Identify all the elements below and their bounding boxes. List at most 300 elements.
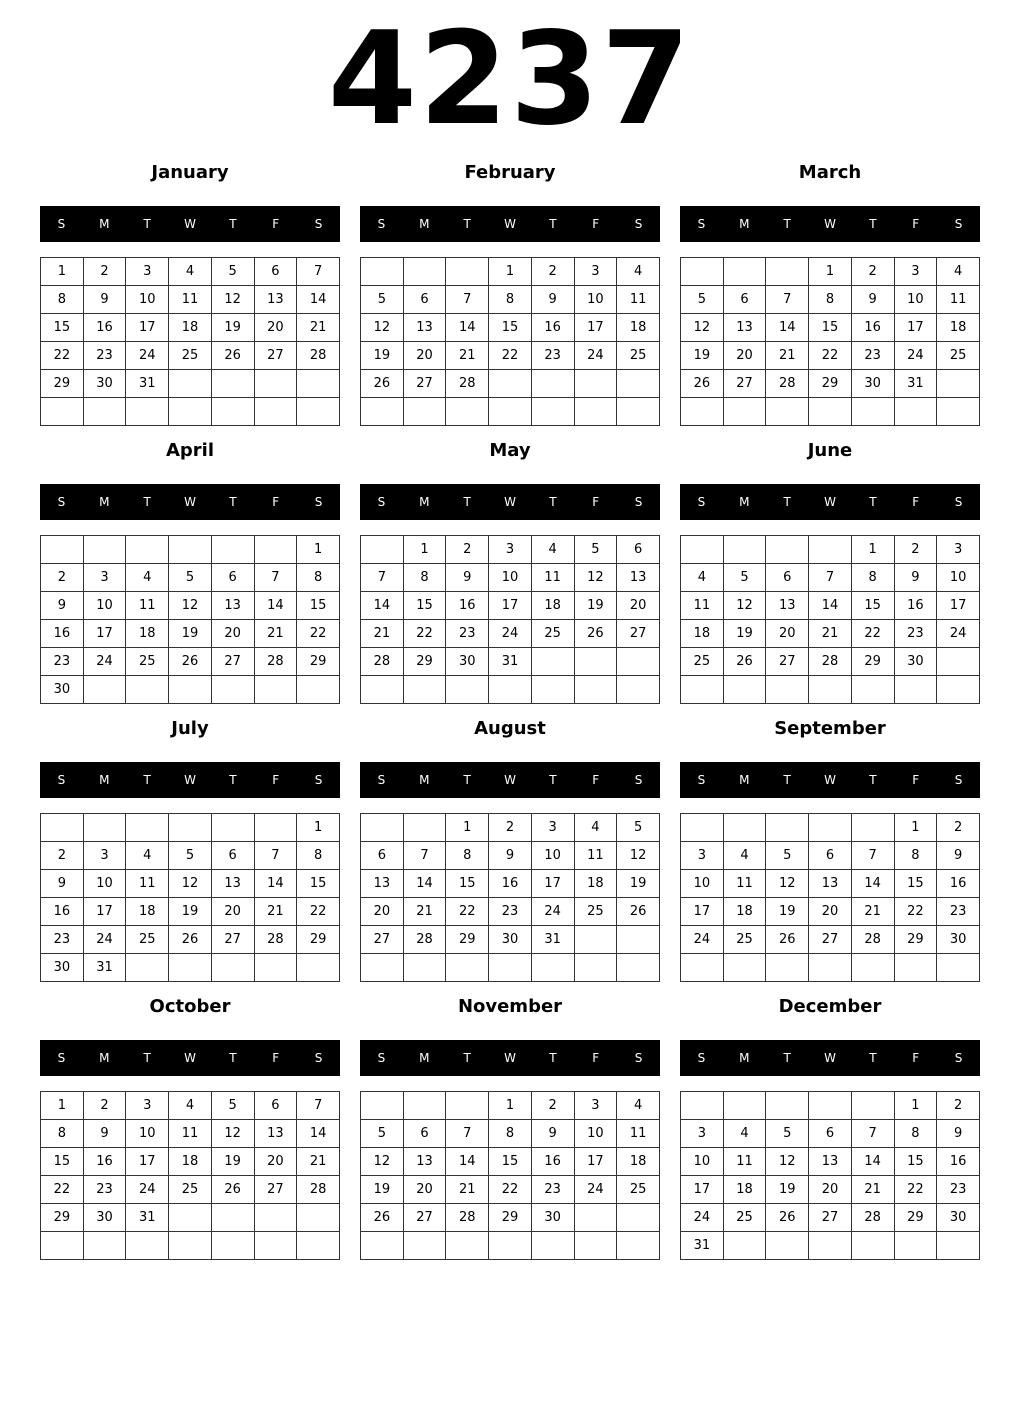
weekday-label: M (419, 773, 430, 787)
weekday-label: T (229, 495, 237, 509)
weekday-header (360, 762, 660, 798)
day-cell: 1 (446, 814, 489, 842)
week-row (361, 370, 660, 398)
weekday-label: F (272, 773, 280, 787)
week-row (361, 676, 660, 704)
weekday-label: M (739, 773, 750, 787)
day-cell: 18 (531, 592, 574, 620)
day-cell: 27 (254, 1176, 297, 1204)
week-row (361, 564, 660, 592)
day-cell: 21 (297, 1148, 340, 1176)
day-cell: 20 (723, 342, 766, 370)
empty-day-cell (254, 1232, 297, 1260)
day-cell: 25 (617, 342, 660, 370)
weekday-header (40, 1040, 340, 1076)
day-cell: 26 (681, 370, 724, 398)
day-cell: 14 (254, 870, 297, 898)
day-cell: 21 (766, 342, 809, 370)
day-cell: 27 (766, 648, 809, 676)
empty-day-cell (531, 676, 574, 704)
day-cell: 10 (126, 286, 169, 314)
weekday-header (360, 206, 660, 242)
empty-day-cell (617, 1204, 660, 1232)
day-cell: 12 (169, 592, 212, 620)
week-row (41, 398, 340, 426)
empty-day-cell (937, 676, 980, 704)
day-cell: 5 (169, 842, 212, 870)
weekday-label: T (143, 773, 151, 787)
empty-day-cell (681, 536, 724, 564)
empty-day-cell (574, 926, 617, 954)
weekday-label: W (184, 1051, 196, 1065)
empty-day-cell (297, 954, 340, 982)
weekday-label: S (954, 495, 963, 509)
day-cell: 2 (41, 842, 84, 870)
day-cell: 29 (851, 648, 894, 676)
day-cell: 6 (809, 842, 852, 870)
day-cell: 9 (83, 286, 126, 314)
empty-day-cell (531, 1232, 574, 1260)
week-row (681, 564, 980, 592)
day-cell: 24 (531, 898, 574, 926)
month-name: July (171, 718, 209, 739)
day-cell: 29 (894, 926, 937, 954)
weekday-label: T (549, 495, 557, 509)
day-cell: 31 (126, 370, 169, 398)
weekday-label: S (57, 773, 66, 787)
day-cell: 24 (937, 620, 980, 648)
day-cell: 13 (254, 1120, 297, 1148)
empty-day-cell (766, 954, 809, 982)
day-cell: 15 (403, 592, 446, 620)
weekday-label: T (549, 1051, 557, 1065)
month-name: October (149, 996, 231, 1017)
day-cell: 9 (531, 286, 574, 314)
day-cell: 22 (894, 1176, 937, 1204)
week-row (41, 564, 340, 592)
day-cell: 12 (766, 1148, 809, 1176)
day-cell: 2 (851, 258, 894, 286)
day-cell: 20 (403, 1176, 446, 1204)
empty-day-cell (41, 398, 84, 426)
day-cell: 15 (489, 1148, 532, 1176)
empty-day-cell (851, 814, 894, 842)
day-cell: 23 (851, 342, 894, 370)
day-cell: 2 (489, 814, 532, 842)
weekday-label: T (143, 1051, 151, 1065)
weekday-label: T (549, 773, 557, 787)
day-cell: 26 (617, 898, 660, 926)
weekday-label: T (783, 1051, 791, 1065)
weekday-label: T (229, 773, 237, 787)
weekday-header (40, 206, 340, 242)
day-cell: 25 (126, 648, 169, 676)
week-row (41, 1204, 340, 1232)
week-row (681, 620, 980, 648)
day-cell: 21 (254, 620, 297, 648)
month-name: May (489, 440, 531, 461)
weekday-label: S (377, 773, 386, 787)
day-cell: 30 (41, 954, 84, 982)
day-cell: 7 (446, 1120, 489, 1148)
day-cell: 20 (809, 1176, 852, 1204)
day-cell: 12 (169, 870, 212, 898)
day-cell: 17 (574, 314, 617, 342)
day-cell: 8 (809, 286, 852, 314)
empty-day-cell (723, 1092, 766, 1120)
empty-day-cell (297, 398, 340, 426)
day-cell: 8 (297, 842, 340, 870)
weekday-label: S (634, 1051, 643, 1065)
empty-day-cell (361, 398, 404, 426)
empty-day-cell (617, 370, 660, 398)
day-cell: 14 (809, 592, 852, 620)
empty-day-cell (489, 954, 532, 982)
empty-day-cell (211, 814, 254, 842)
day-cell: 7 (297, 1092, 340, 1120)
week-row (361, 898, 660, 926)
empty-day-cell (254, 370, 297, 398)
month-name: November (457, 996, 563, 1017)
empty-day-cell (574, 676, 617, 704)
day-cell: 18 (169, 314, 212, 342)
day-cell: 9 (41, 870, 84, 898)
weekday-label: M (419, 495, 430, 509)
day-cell: 6 (617, 536, 660, 564)
day-cell: 12 (574, 564, 617, 592)
day-cell: 14 (254, 592, 297, 620)
week-row (681, 870, 980, 898)
weekday-label: T (229, 217, 237, 231)
weekday-label: F (912, 217, 920, 231)
empty-day-cell (169, 398, 212, 426)
empty-day-cell (766, 398, 809, 426)
day-cell: 30 (489, 926, 532, 954)
day-cell: 2 (894, 536, 937, 564)
weekday-header (680, 206, 980, 242)
day-cell: 30 (937, 1204, 980, 1232)
empty-day-cell (211, 370, 254, 398)
empty-day-cell (211, 676, 254, 704)
day-cell: 7 (254, 564, 297, 592)
empty-day-cell (297, 1232, 340, 1260)
day-cell: 18 (126, 898, 169, 926)
weekday-label: S (314, 217, 323, 231)
day-cell: 3 (126, 1092, 169, 1120)
week-row (41, 1176, 340, 1204)
weekday-header (680, 484, 980, 520)
empty-day-cell (681, 1092, 724, 1120)
day-cell: 5 (211, 1092, 254, 1120)
day-cell: 16 (83, 314, 126, 342)
day-cell: 1 (489, 1092, 532, 1120)
day-cell: 1 (403, 536, 446, 564)
day-cell: 12 (361, 314, 404, 342)
empty-day-cell (766, 1232, 809, 1260)
day-cell: 24 (83, 648, 126, 676)
weekday-label: F (592, 1051, 600, 1065)
empty-day-cell (297, 676, 340, 704)
day-cell: 30 (894, 648, 937, 676)
day-cell: 5 (169, 564, 212, 592)
day-cell: 16 (489, 870, 532, 898)
empty-day-cell (937, 1232, 980, 1260)
empty-day-cell (446, 258, 489, 286)
empty-day-cell (446, 398, 489, 426)
day-cell: 19 (681, 342, 724, 370)
empty-day-cell (83, 814, 126, 842)
day-cell: 4 (169, 1092, 212, 1120)
week-row (41, 1120, 340, 1148)
day-cell: 21 (403, 898, 446, 926)
empty-day-cell (254, 536, 297, 564)
empty-day-cell (531, 370, 574, 398)
empty-day-cell (83, 1232, 126, 1260)
empty-day-cell (894, 954, 937, 982)
day-cell: 29 (809, 370, 852, 398)
day-cell: 29 (446, 926, 489, 954)
empty-day-cell (211, 1232, 254, 1260)
empty-day-cell (83, 676, 126, 704)
month-name: December (778, 996, 882, 1017)
day-cell: 27 (723, 370, 766, 398)
empty-day-cell (254, 676, 297, 704)
day-cell: 23 (446, 620, 489, 648)
weekday-label: F (592, 773, 600, 787)
day-cell: 11 (531, 564, 574, 592)
weekday-label: T (783, 495, 791, 509)
empty-day-cell (574, 1204, 617, 1232)
day-cell: 20 (809, 898, 852, 926)
day-cell: 22 (894, 898, 937, 926)
day-cell: 28 (851, 926, 894, 954)
day-cell: 6 (403, 286, 446, 314)
day-cell: 6 (211, 842, 254, 870)
day-cell: 17 (83, 898, 126, 926)
day-cell: 19 (766, 1176, 809, 1204)
day-cell: 13 (254, 286, 297, 314)
day-cell: 29 (41, 370, 84, 398)
empty-day-cell (894, 1232, 937, 1260)
day-cell: 27 (361, 926, 404, 954)
weekday-label: S (57, 1051, 66, 1065)
week-row (681, 926, 980, 954)
day-cell: 6 (254, 258, 297, 286)
weekday-label: W (824, 495, 836, 509)
day-cell: 15 (41, 314, 84, 342)
week-row (681, 954, 980, 982)
day-cell: 11 (126, 592, 169, 620)
day-cell: 12 (766, 870, 809, 898)
empty-day-cell (254, 1204, 297, 1232)
empty-day-cell (361, 954, 404, 982)
empty-day-cell (723, 676, 766, 704)
empty-day-cell (723, 398, 766, 426)
empty-day-cell (723, 954, 766, 982)
weekday-header (40, 484, 340, 520)
day-cell: 11 (617, 286, 660, 314)
weekday-label: S (697, 773, 706, 787)
weekday-label: S (697, 1051, 706, 1065)
empty-day-cell (894, 398, 937, 426)
day-cell: 3 (574, 1092, 617, 1120)
day-cell: 17 (681, 898, 724, 926)
weekday-label: W (504, 773, 516, 787)
day-cell: 10 (894, 286, 937, 314)
day-cell: 14 (403, 870, 446, 898)
week-row (361, 592, 660, 620)
empty-day-cell (681, 676, 724, 704)
day-cell: 29 (297, 648, 340, 676)
day-cell: 17 (894, 314, 937, 342)
empty-day-cell (809, 676, 852, 704)
weekday-label: F (272, 495, 280, 509)
day-cell: 3 (83, 842, 126, 870)
weekday-label: S (377, 217, 386, 231)
week-row (41, 648, 340, 676)
day-cell: 22 (809, 342, 852, 370)
day-cell: 8 (489, 286, 532, 314)
day-cell: 15 (809, 314, 852, 342)
day-cell: 22 (297, 620, 340, 648)
weekday-label: S (634, 217, 643, 231)
day-cell: 15 (894, 1148, 937, 1176)
day-cell: 10 (83, 592, 126, 620)
day-cell: 7 (809, 564, 852, 592)
day-cell: 11 (169, 1120, 212, 1148)
day-cell: 20 (403, 342, 446, 370)
day-cell: 27 (211, 926, 254, 954)
day-cell: 22 (489, 342, 532, 370)
empty-day-cell (169, 536, 212, 564)
month-name: March (798, 162, 862, 183)
day-cell: 7 (446, 286, 489, 314)
week-row (41, 536, 340, 564)
day-cell: 15 (297, 592, 340, 620)
week-row (361, 926, 660, 954)
day-cell: 19 (169, 620, 212, 648)
month-name: June (807, 440, 853, 461)
day-cell: 22 (41, 342, 84, 370)
day-cell: 10 (574, 286, 617, 314)
empty-day-cell (531, 398, 574, 426)
weekday-label: M (99, 495, 110, 509)
day-grid (360, 813, 660, 982)
day-cell: 9 (937, 1120, 980, 1148)
empty-day-cell (446, 1232, 489, 1260)
empty-day-cell (211, 1204, 254, 1232)
empty-day-cell (254, 954, 297, 982)
day-cell: 21 (446, 1176, 489, 1204)
day-cell: 17 (83, 620, 126, 648)
empty-day-cell (169, 954, 212, 982)
week-row (361, 1204, 660, 1232)
day-cell: 26 (211, 1176, 254, 1204)
day-cell: 14 (297, 1120, 340, 1148)
day-cell: 28 (361, 648, 404, 676)
day-cell: 16 (531, 314, 574, 342)
week-row (681, 676, 980, 704)
week-row (41, 1232, 340, 1260)
day-cell: 4 (126, 564, 169, 592)
day-cell: 2 (531, 258, 574, 286)
empty-day-cell (211, 954, 254, 982)
day-cell: 26 (723, 648, 766, 676)
day-cell: 27 (617, 620, 660, 648)
day-cell: 10 (126, 1120, 169, 1148)
day-cell: 4 (169, 258, 212, 286)
empty-day-cell (851, 1092, 894, 1120)
day-cell: 4 (531, 536, 574, 564)
day-cell: 4 (617, 258, 660, 286)
week-row (41, 342, 340, 370)
empty-day-cell (297, 1204, 340, 1232)
day-cell: 13 (361, 870, 404, 898)
day-cell: 14 (297, 286, 340, 314)
day-cell: 3 (681, 1120, 724, 1148)
empty-day-cell (126, 1232, 169, 1260)
weekday-label: T (463, 1051, 471, 1065)
day-cell: 23 (937, 1176, 980, 1204)
day-cell: 3 (681, 842, 724, 870)
day-cell: 8 (894, 1120, 937, 1148)
empty-day-cell (361, 676, 404, 704)
day-cell: 11 (937, 286, 980, 314)
week-row (41, 620, 340, 648)
empty-day-cell (211, 536, 254, 564)
empty-day-cell (723, 258, 766, 286)
day-cell: 13 (617, 564, 660, 592)
weekday-label: S (954, 217, 963, 231)
day-cell: 28 (297, 342, 340, 370)
weekday-label: M (419, 217, 430, 231)
day-cell: 4 (617, 1092, 660, 1120)
empty-day-cell (126, 814, 169, 842)
weekday-label: M (739, 495, 750, 509)
week-row (41, 926, 340, 954)
week-row (41, 1148, 340, 1176)
weekday-header (360, 484, 660, 520)
day-cell: 16 (937, 870, 980, 898)
day-cell: 31 (531, 926, 574, 954)
weekday-label: W (824, 217, 836, 231)
day-cell: 1 (297, 814, 340, 842)
empty-day-cell (361, 1232, 404, 1260)
day-cell: 1 (489, 258, 532, 286)
day-cell: 22 (403, 620, 446, 648)
day-cell: 25 (681, 648, 724, 676)
day-cell: 4 (937, 258, 980, 286)
day-cell: 18 (723, 898, 766, 926)
day-cell: 16 (937, 1148, 980, 1176)
day-cell: 13 (211, 592, 254, 620)
day-cell: 4 (126, 842, 169, 870)
empty-day-cell (617, 1232, 660, 1260)
day-cell: 30 (937, 926, 980, 954)
empty-day-cell (361, 1092, 404, 1120)
empty-day-cell (851, 1232, 894, 1260)
week-row (681, 1120, 980, 1148)
day-cell: 14 (851, 870, 894, 898)
day-cell: 3 (937, 536, 980, 564)
empty-day-cell (169, 676, 212, 704)
empty-day-cell (617, 954, 660, 982)
day-cell: 15 (489, 314, 532, 342)
weekday-label: T (783, 217, 791, 231)
week-row (681, 258, 980, 286)
day-cell: 1 (41, 1092, 84, 1120)
day-cell: 24 (574, 342, 617, 370)
